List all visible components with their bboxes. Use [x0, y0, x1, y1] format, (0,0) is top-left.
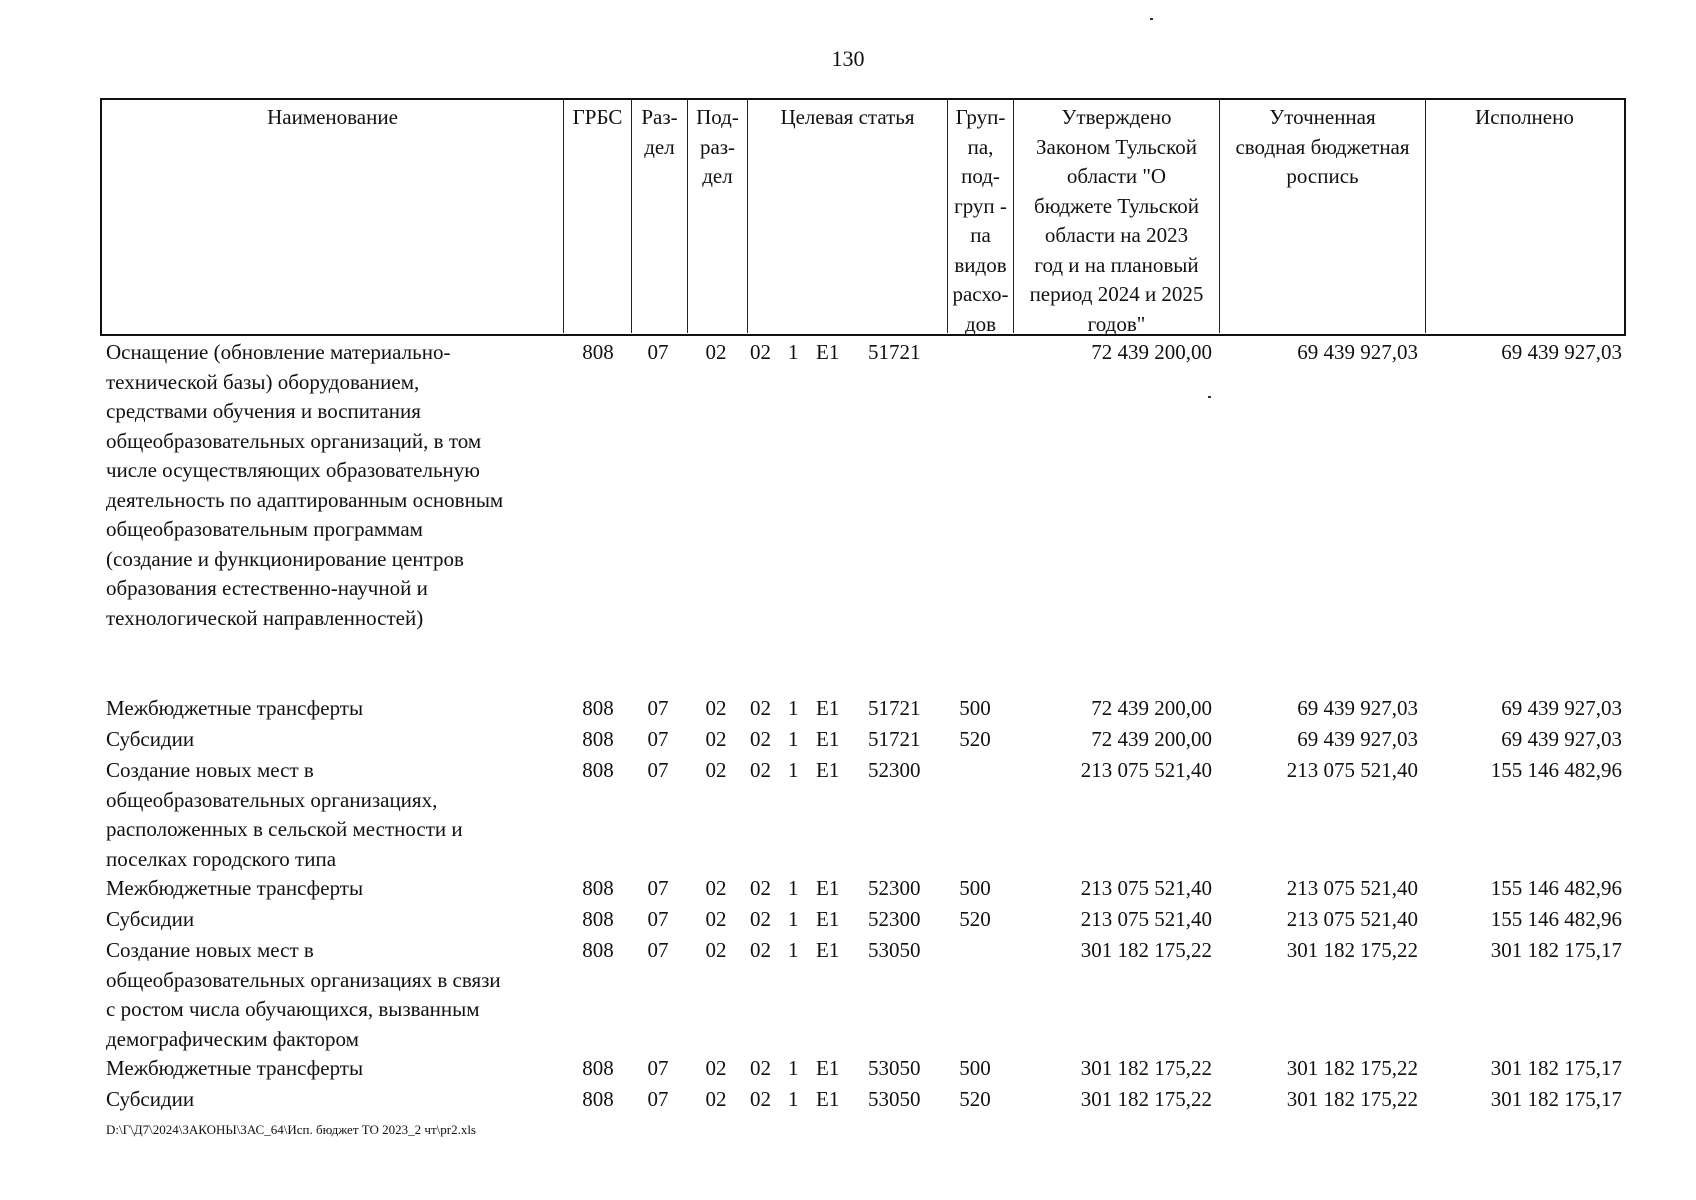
cell-razdel: 07 [647, 340, 669, 364]
cell-grbs: 808 [582, 696, 614, 720]
name-line: поселках городского типа [106, 846, 337, 871]
cell-executed: 155 146 482,96 [1490, 758, 1622, 782]
cell-grbs: 808 [582, 938, 614, 962]
cell-expense-group: 500 [959, 1056, 991, 1080]
cell-target-article-part: E1 [816, 727, 840, 751]
cell-target-article-part: 53050 [868, 1056, 921, 1080]
cell-clarified: 69 439 927,03 [1297, 696, 1418, 720]
cell-name [106, 874, 566, 904]
scan-speck [1208, 396, 1211, 398]
cell-target-article-part: E1 [816, 758, 840, 782]
cell-clarified: 301 182 175,22 [1286, 1087, 1418, 1111]
cell-clarified: 69 439 927,03 [1297, 340, 1418, 364]
cell-clarified: 213 075 521,40 [1286, 907, 1418, 931]
cell-target-article-part: 02 [750, 938, 771, 962]
cell-podrazdel: 02 [705, 758, 727, 782]
scan-speck [1150, 18, 1153, 20]
cell-approved: 72 439 200,00 [1091, 727, 1212, 751]
cell-name [106, 338, 566, 633]
cell-executed: 69 439 927,03 [1501, 727, 1622, 751]
cell-razdel: 07 [647, 876, 669, 900]
header-text-line: расхо- [952, 282, 1009, 306]
cell-expense-group: 500 [959, 876, 991, 900]
cell-target-article-part: 02 [750, 876, 771, 900]
cell-target-article-part: 1 [788, 1056, 799, 1080]
cell-podrazdel: 02 [705, 1087, 727, 1111]
name-line: общеобразовательных организаций, в том [106, 428, 482, 453]
header-text-line: Утверждено [1061, 105, 1172, 129]
cell-name [106, 936, 566, 1054]
cell-approved: 213 075 521,40 [1080, 907, 1212, 931]
cell-approved: 72 439 200,00 [1091, 696, 1212, 720]
cell-executed: 301 182 175,17 [1490, 1087, 1622, 1111]
cell-podrazdel: 02 [705, 340, 727, 364]
header-name [102, 100, 564, 333]
cell-expense-group: 520 [959, 907, 991, 931]
footer-file-path: D:\Г\Д7\2024\ЗАКОНЫ\ЗАС_64\Исп. бюджет ТО 2023_2 чт\pr2.xls [106, 1122, 476, 1137]
header-text-line: дел [644, 134, 675, 159]
cell-target-article-part: 1 [788, 758, 799, 782]
cell-expense-group: 520 [959, 727, 991, 751]
cell-target-article-part: E1 [816, 1087, 840, 1111]
header-text-line: Наименование [267, 105, 398, 129]
cell-approved: 213 075 521,40 [1080, 758, 1212, 782]
header-text-line: груп - [954, 193, 1007, 218]
header-text-line: Раз- [641, 105, 678, 129]
header-text-line: Под- [696, 105, 739, 129]
cell-approved: 72 439 200,00 [1091, 340, 1212, 364]
table-header [100, 98, 1626, 336]
header-text-line: па [970, 223, 991, 247]
cell-podrazdel: 02 [705, 1056, 727, 1080]
cell-target-article-part: 1 [788, 696, 799, 720]
cell-executed: 301 182 175,17 [1490, 938, 1622, 962]
header-approved [1014, 100, 1220, 336]
name-line: общеобразовательных организациях в связи [106, 967, 501, 992]
cell-razdel: 07 [647, 727, 669, 751]
cell-target-article-part: E1 [816, 340, 840, 364]
header-text-line: бюджете Тульской [1034, 193, 1199, 218]
cell-podrazdel: 02 [705, 696, 727, 720]
name-line: Создание новых мест в [106, 758, 314, 782]
header-text-line: год и на плановый [1034, 252, 1199, 277]
name-line: Межбюджетные трансферты [106, 876, 364, 900]
cell-grbs: 808 [582, 340, 614, 364]
cell-target-article-part: 51721 [868, 696, 921, 720]
header-razdel [632, 100, 688, 333]
name-line: Субсидии [106, 907, 195, 931]
cell-target-article-part: 51721 [868, 727, 921, 751]
name-line: Межбюджетные трансферты [106, 696, 364, 720]
cell-grbs: 808 [582, 758, 614, 782]
cell-clarified: 301 182 175,22 [1286, 1056, 1418, 1080]
header-text-line: раз- [699, 134, 736, 159]
cell-name [106, 756, 566, 874]
header-text-line: Уточненная [1269, 105, 1376, 129]
cell-podrazdel: 02 [705, 727, 727, 751]
cell-target-article-part: E1 [816, 876, 840, 900]
header-text-line: видов [954, 252, 1007, 277]
cell-executed: 155 146 482,96 [1490, 876, 1622, 900]
cell-target-article-part: 52300 [868, 907, 921, 931]
header-text-line: области "О [1066, 164, 1167, 188]
cell-podrazdel: 02 [705, 938, 727, 962]
header-clarified [1220, 100, 1426, 333]
header-text-line: роспись [1286, 164, 1359, 188]
page-number: 130 [831, 46, 865, 71]
cell-target-article-part: 52300 [868, 876, 921, 900]
cell-name [106, 1085, 566, 1115]
cell-target-article-part: 1 [788, 340, 799, 364]
cell-approved: 301 182 175,22 [1080, 938, 1212, 962]
name-line: средствами обучения и воспитания [106, 399, 421, 423]
cell-razdel: 07 [647, 758, 669, 782]
cell-target-article-part: E1 [816, 907, 840, 931]
header-text-line: Целевая статья [780, 105, 915, 129]
cell-name [106, 905, 566, 935]
name-line: общеобразовательных организациях, [106, 787, 438, 812]
cell-approved: 301 182 175,22 [1080, 1087, 1212, 1111]
cell-target-article-part: 02 [750, 340, 771, 364]
cell-target-article-part: 02 [750, 1087, 771, 1111]
cell-grbs: 808 [582, 1087, 614, 1111]
cell-razdel: 07 [647, 696, 669, 720]
cell-grbs: 808 [582, 876, 614, 900]
header-text-line: сводная бюджетная [1235, 134, 1410, 159]
cell-target-article-part: 02 [750, 907, 771, 931]
header-text-line: Груп- [955, 105, 1006, 129]
header-grbs [564, 100, 632, 333]
name-line: Межбюджетные трансферты [106, 1056, 364, 1080]
cell-target-article-part: 53050 [868, 1087, 921, 1111]
cell-expense-group: 500 [959, 696, 991, 720]
cell-name [106, 1054, 566, 1084]
cell-executed: 69 439 927,03 [1501, 340, 1622, 364]
cell-podrazdel: 02 [705, 876, 727, 900]
cell-clarified: 301 182 175,22 [1286, 938, 1418, 962]
cell-approved: 301 182 175,22 [1080, 1056, 1212, 1080]
cell-grbs: 808 [582, 907, 614, 931]
cell-razdel: 07 [647, 1087, 669, 1111]
cell-target-article-part: 52300 [868, 758, 921, 782]
header-expense-group [948, 100, 1014, 336]
header-text-line: па, [967, 134, 994, 159]
name-line: Субсидии [106, 727, 195, 751]
name-line: общеобразовательным программам [106, 517, 423, 541]
cell-target-article-part: 02 [750, 727, 771, 751]
name-line: образования естественно-научной и [106, 576, 428, 600]
header-text-line: дел [702, 164, 733, 188]
header-podrazdel [688, 100, 748, 333]
cell-target-article-part: E1 [816, 938, 840, 962]
cell-target-article-part: E1 [816, 696, 840, 720]
header-text-line: ГРБС [572, 105, 623, 129]
cell-name [106, 725, 566, 755]
cell-target-article-part: 51721 [868, 340, 921, 364]
name-line: расположенных в сельской местности и [106, 817, 463, 841]
cell-target-article-part: E1 [816, 1056, 840, 1080]
cell-target-article-part: 1 [788, 1087, 799, 1111]
cell-target-article-part: 1 [788, 907, 799, 931]
cell-executed: 69 439 927,03 [1501, 696, 1622, 720]
cell-expense-group: 520 [959, 1087, 991, 1111]
cell-target-article-part: 1 [788, 876, 799, 900]
cell-razdel: 07 [647, 907, 669, 931]
cell-target-article-part: 1 [788, 727, 799, 751]
header-text-line: области на 2023 [1044, 223, 1189, 247]
cell-target-article-part: 02 [750, 696, 771, 720]
cell-clarified: 69 439 927,03 [1297, 727, 1418, 751]
name-line: (создание и функционирование центров [106, 546, 464, 571]
cell-grbs: 808 [582, 1056, 614, 1080]
cell-target-article-part: 02 [750, 758, 771, 782]
header-text-line: период 2024 и 2025 [1029, 282, 1204, 306]
cell-razdel: 07 [647, 938, 669, 962]
cell-name [106, 694, 566, 724]
name-line: Создание новых мест в [106, 938, 314, 962]
cell-executed: 155 146 482,96 [1490, 907, 1622, 931]
name-line: Оснащение (обновление материально- [106, 340, 451, 364]
cell-approved: 213 075 521,40 [1080, 876, 1212, 900]
header-text-line: под- [961, 164, 1000, 188]
cell-executed: 301 182 175,17 [1490, 1056, 1622, 1080]
header-executed [1426, 100, 1623, 333]
header-text-line: Исполнено [1475, 105, 1574, 129]
cell-target-article-part: 02 [750, 1056, 771, 1080]
cell-clarified: 213 075 521,40 [1286, 876, 1418, 900]
cell-podrazdel: 02 [705, 907, 727, 931]
header-text-line: Законом Тульской [1036, 134, 1197, 159]
name-line: технологической направленностей) [106, 605, 424, 630]
cell-target-article-part: 53050 [868, 938, 921, 962]
cell-razdel: 07 [647, 1056, 669, 1080]
name-line: технической базы) оборудованием, [106, 369, 420, 394]
header-text-line: дов [964, 311, 997, 336]
header-target-article [748, 100, 948, 333]
header-text-line: годов" [1087, 311, 1146, 336]
name-line: демографическим фактором [106, 1026, 359, 1051]
cell-target-article-part: 1 [788, 938, 799, 962]
name-line: Субсидии [106, 1087, 195, 1111]
cell-grbs: 808 [582, 727, 614, 751]
name-line: деятельность по адаптированным основным [106, 487, 504, 512]
name-line: с ростом числа обучающихся, вызванным [106, 997, 480, 1021]
cell-clarified: 213 075 521,40 [1286, 758, 1418, 782]
name-line: числе осуществляющих образовательную [106, 458, 480, 482]
